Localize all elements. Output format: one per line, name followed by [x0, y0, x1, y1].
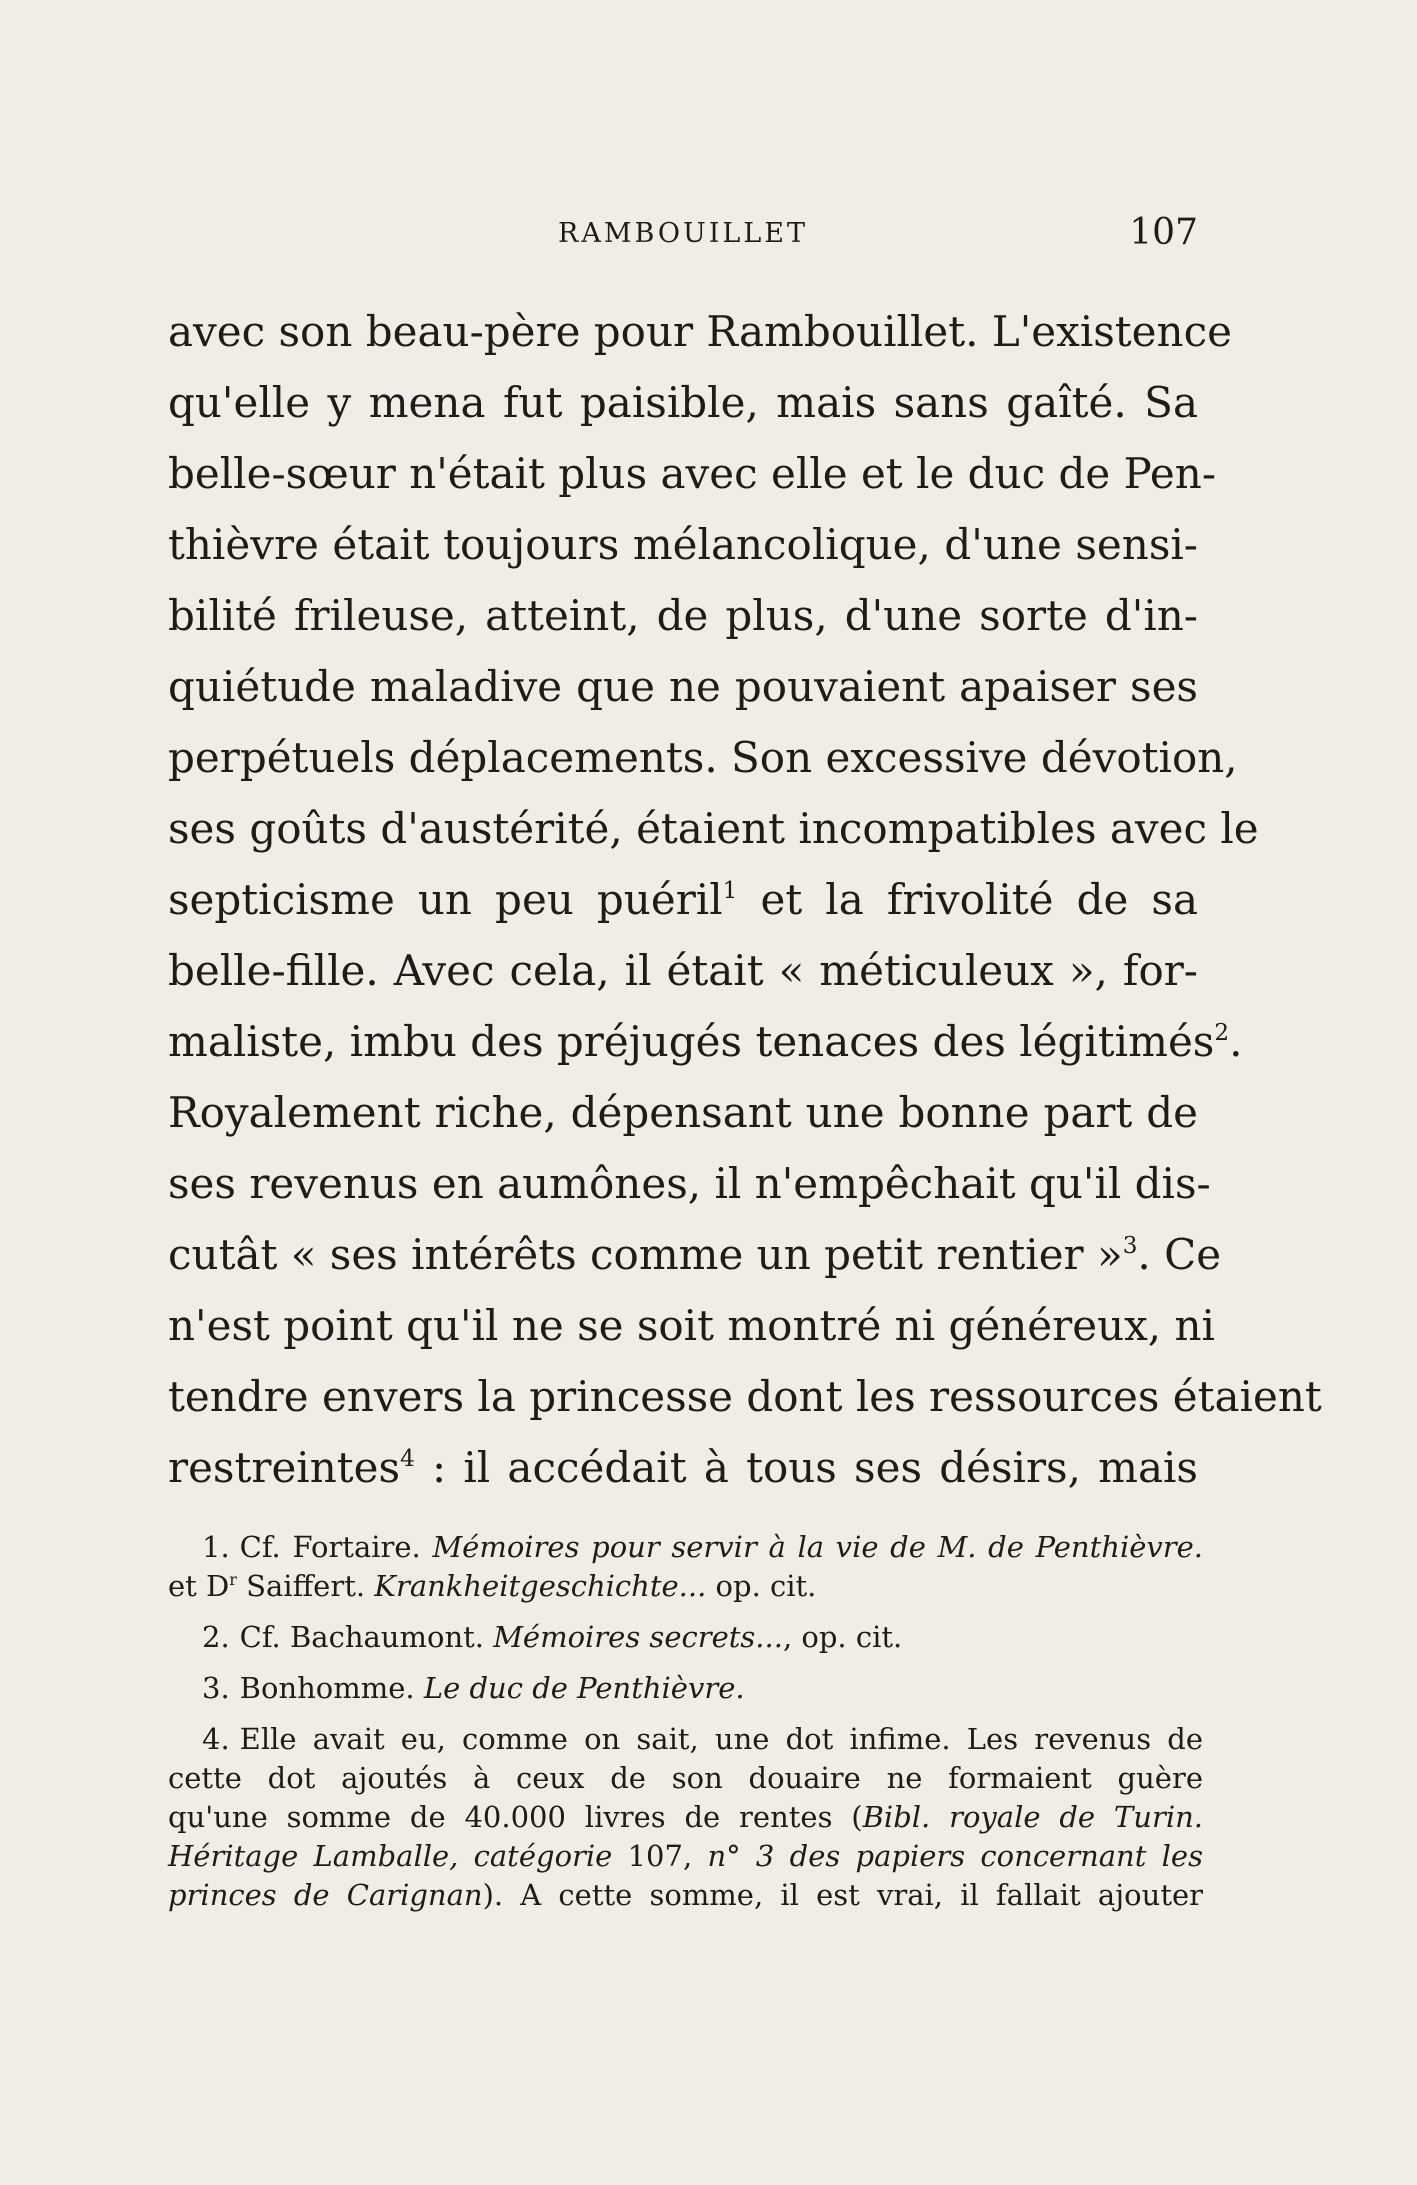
text-line: n'est point qu'il ne se soit montré ni généreux, ni: [168, 1301, 1215, 1350]
text-line: cutât « ses intérêts comme un petit rentier »$^3$. Ce: [168, 1230, 1222, 1279]
footnote-line: princes de Carignan). A cette somme, il est vrai, il fallait ajouter: [168, 1878, 1203, 1912]
footnote-1: [168, 1528, 1203, 1606]
text-line: tendre envers la princesse dont les ressources étaient: [168, 1372, 1322, 1421]
text-line: bilité frileuse, atteint, de plus, d'une sorte d'in-: [168, 591, 1198, 640]
text-line: perpétuels déplacements. Son excessive dévotion,: [168, 733, 1238, 782]
running-title: RAMBOUILLET: [558, 218, 808, 249]
text-line: Royalement riche, dépensant une bonne part de: [168, 1088, 1198, 1137]
footnote-4: [168, 1720, 1203, 1915]
text-line: avec son beau-père pour Rambouillet. L'existence: [168, 307, 1232, 356]
running-head: [168, 212, 1198, 262]
text-line: maliste, imbu des préjugés tenaces des légitimés$^2$.: [168, 1017, 1243, 1066]
footnote-2: [168, 1618, 1203, 1657]
footnote-ref: 3: [1122, 1232, 1138, 1259]
footnote-line: 2. Cf. Bachaumont. Mémoires secrets..., op. cit.: [202, 1620, 903, 1654]
footnote-line: 4. Elle avait eu, comme on sait, une dot infime. Les revenus de: [202, 1722, 1203, 1756]
page-number: 107: [1129, 212, 1198, 253]
footnote-line: et $D^r$ Saiffert. Krankheitgeschichte... op. cit.: [168, 1569, 817, 1603]
footnotes: [168, 1528, 1203, 1927]
text-line: qu'elle y mena fut paisible, mais sans gaîté. Sa: [168, 378, 1198, 427]
text-line: belle-fille. Avec cela, il était « méticuleux », for-: [168, 946, 1198, 995]
text-line: ses revenus en aumônes, il n'empêchait qu'il dis-: [168, 1159, 1211, 1208]
footnote-line: cette dot ajoutés à ceux de son douaire ne formaient guère: [168, 1761, 1203, 1795]
footnote-line: qu'une somme de 40.000 livres de rentes (Bibl. royale de Turin.: [168, 1800, 1203, 1834]
text-line: quiétude maladive que ne pouvaient apaiser ses: [168, 662, 1198, 711]
text-line: thièvre était toujours mélancolique, d'une sensi-: [168, 520, 1198, 569]
footnote-ref: 1: [722, 877, 738, 904]
text-line: restreintes$^4$ : il accédait à tous ses désirs, mais: [168, 1443, 1198, 1492]
text-line: septicisme un peu puéril$^1$ et la frivolité de sa: [168, 875, 1198, 924]
footnote-ref: 4: [400, 1445, 415, 1472]
footnote-ref: 2: [1214, 1019, 1230, 1046]
footnote-line: 1. Cf. Fortaire. Mémoires pour servir à la vie de M. de Penthièvre.: [202, 1530, 1204, 1564]
text-line: belle-sœur n'était plus avec elle et le duc de Pen-: [168, 449, 1217, 498]
footnote-line: 3. Bonhomme. Le duc de Penthièvre.: [202, 1671, 745, 1705]
text-line: ses goûts d'austérité, étaient incompatibles avec le: [168, 804, 1259, 853]
footnote-3: [168, 1669, 1203, 1708]
footnote-line: Héritage Lamballe, catégorie 107, n° 3 des papiers concernant les: [168, 1839, 1203, 1873]
body-text: [168, 296, 1322, 1503]
